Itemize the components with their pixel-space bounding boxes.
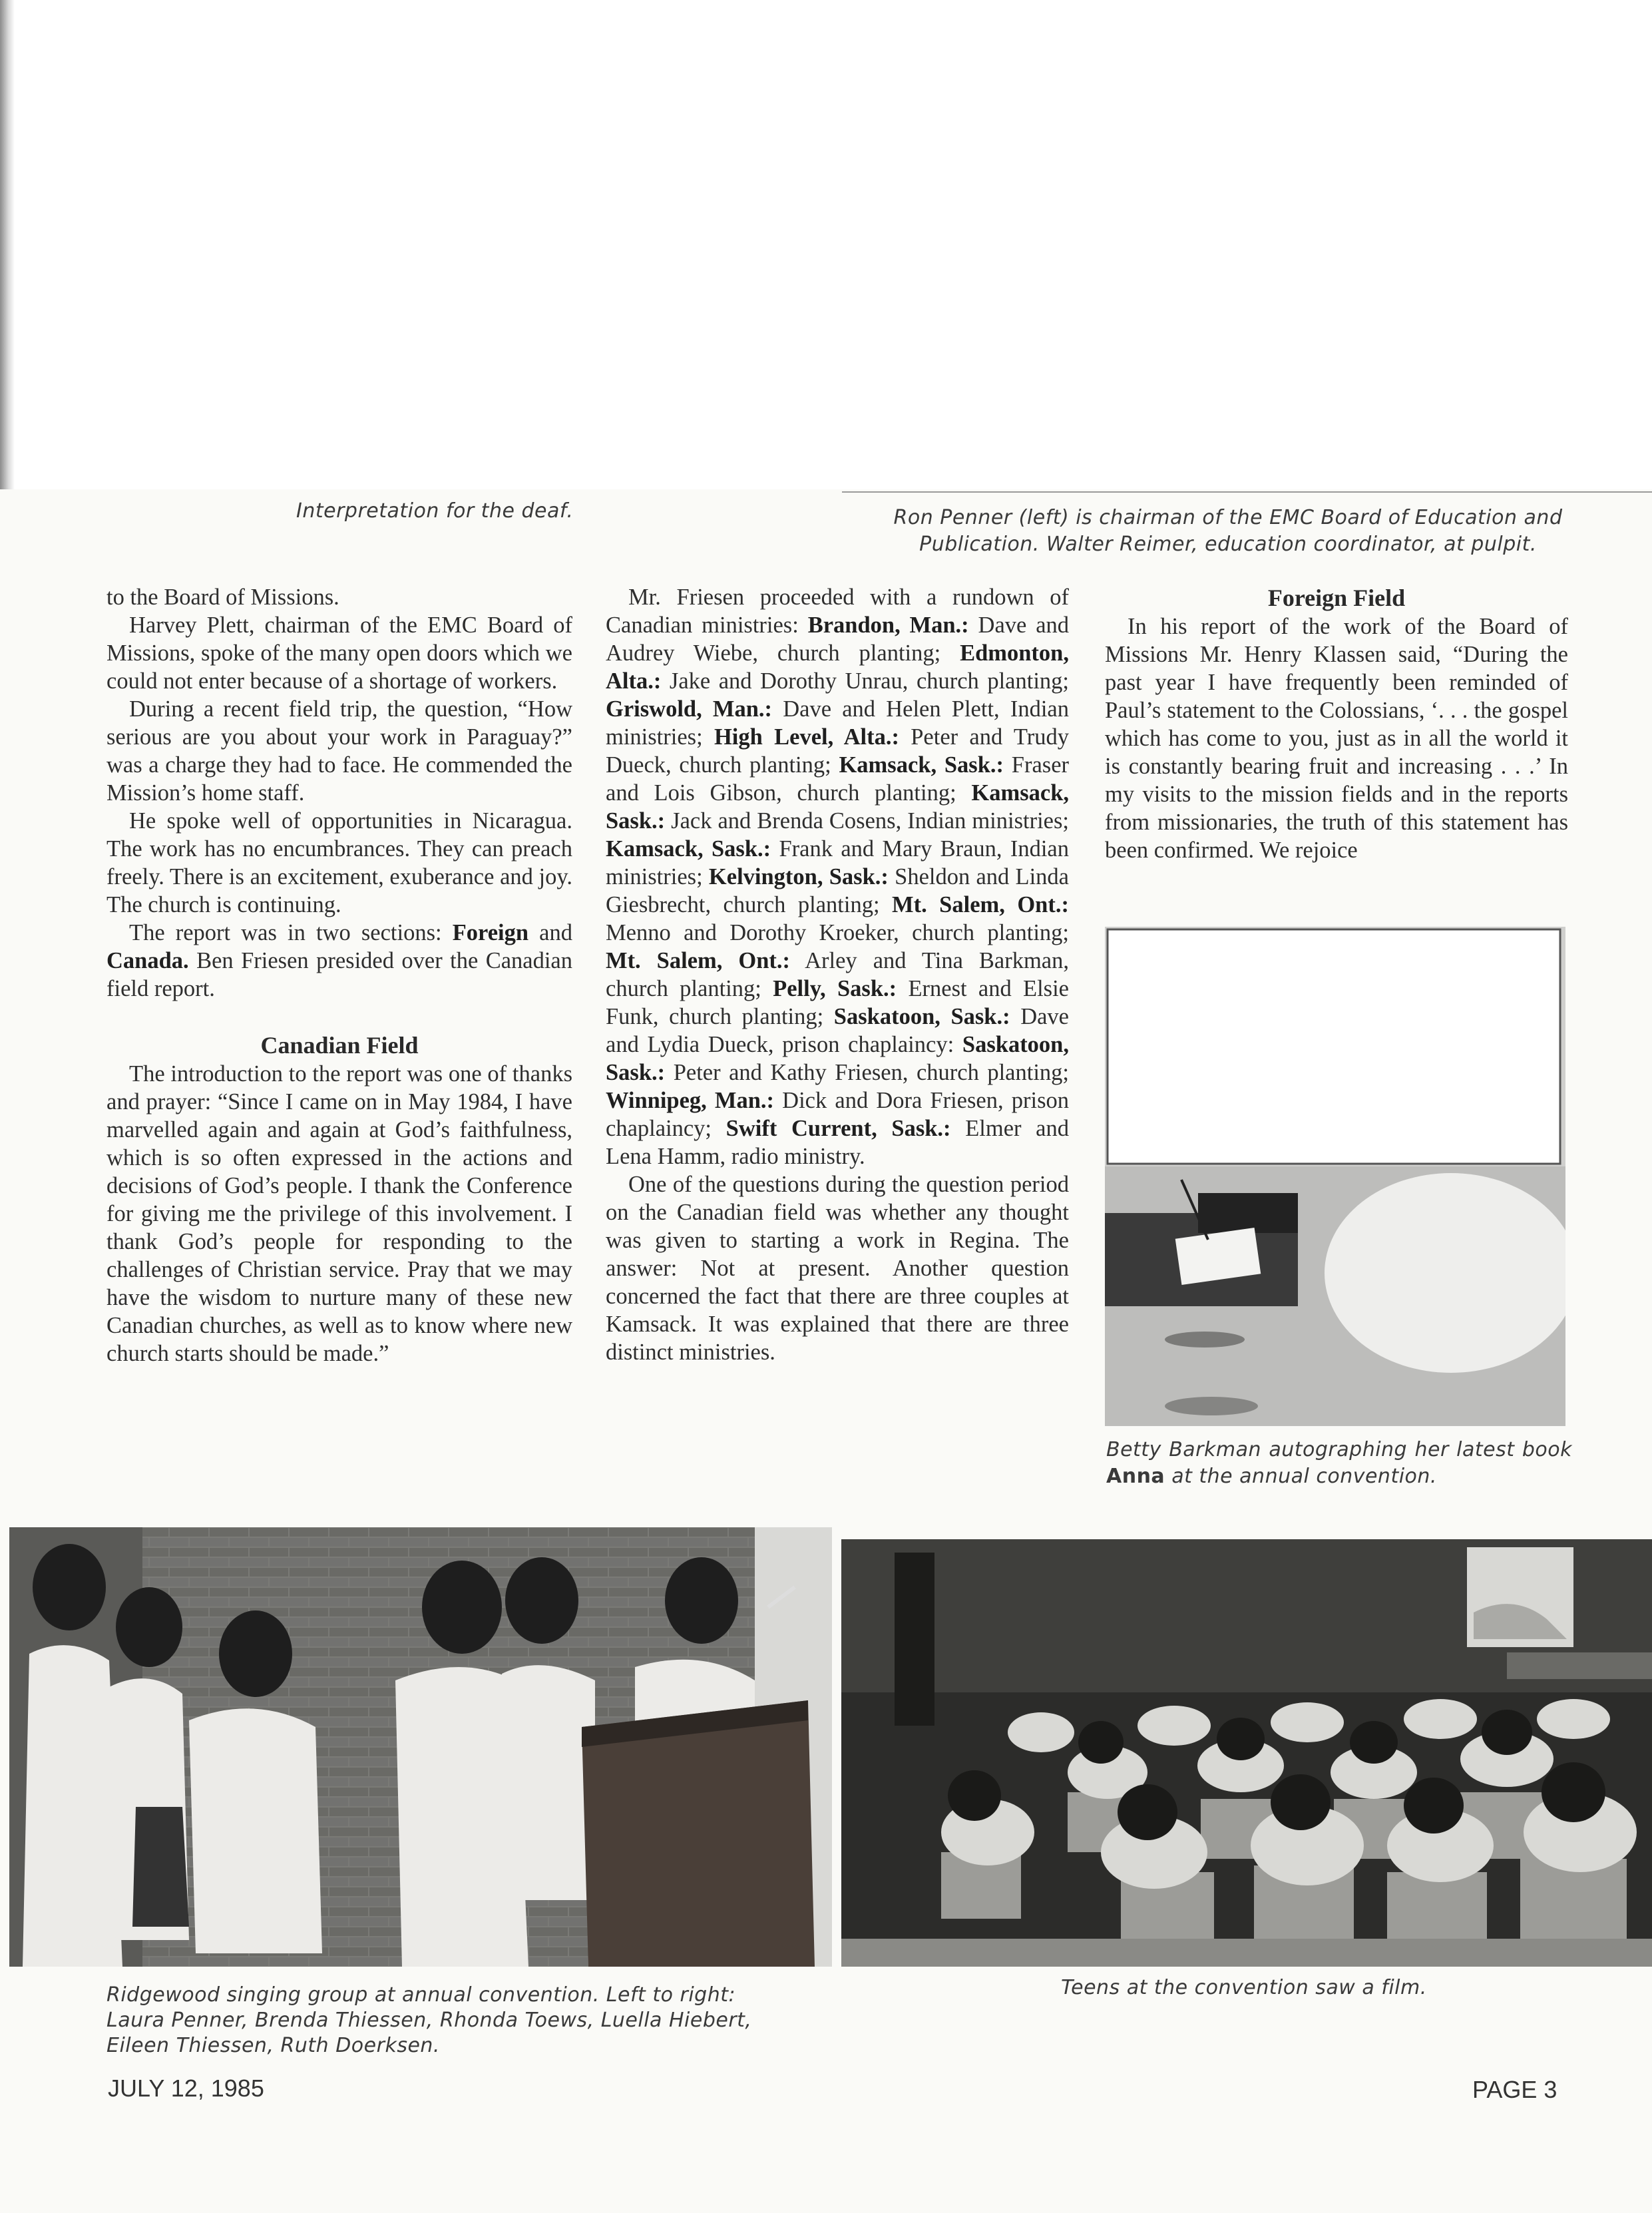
- heading-foreign-field: Foreign Field: [1267, 585, 1406, 611]
- ministry-details: Peter and Kathy Friesen, church planting;: [665, 1060, 1069, 1085]
- ministry-place: Kamsack, Sask.:: [606, 780, 1069, 834]
- bold-canada: Canada.: [106, 948, 189, 973]
- ministry-details: Dave and Audrey Wiebe, church planting;: [606, 613, 1070, 666]
- caption-rule: [842, 491, 1652, 493]
- ministry-place: Pelly, Sask.:: [773, 976, 897, 1001]
- caption-ridgewood-line2: Laura Penner, Brenda Thiessen, Rhonda Toews, Luella Hiebert,: [106, 2009, 752, 2032]
- text: Ben Friesen presided over the Canadian field report.: [106, 948, 572, 1001]
- ministry-details: Sheldon and Linda Giesbrecht, church planting;: [606, 864, 1069, 917]
- text: and: [528, 920, 572, 945]
- col1-paragraph: [106, 919, 572, 1003]
- col1-paragraph: to the Board of Missions.: [106, 585, 339, 610]
- ministry-details: Elmer and Lena Hamm, radio ministry.: [606, 1116, 1069, 1169]
- ministry-place: Winnipeg, Man.:: [606, 1088, 775, 1113]
- ministry-details: Arley and Tina Barkman, church planting;: [606, 948, 1069, 1001]
- book-title: Anna: [1106, 1465, 1165, 1488]
- caption-penner-line1: Ron Penner (left) is chairman of the EMC Board of Education and: [893, 506, 1563, 529]
- col2-paragraph: One of the questions during the question period on the Canadian field was whether any thought was given to starting a work in Regina. The answer: Not at present. Another question concerned the fact that there are three couples at Kamsack. It was explained that there are three distinct ministries.: [606, 1172, 1069, 1365]
- ministry-details: Peter and Trudy Dueck, church planting;: [606, 724, 1069, 778]
- blank-photo-area: [0, 0, 1652, 489]
- caption-ridgewood-line3: Eileen Thiessen, Ruth Doerksen.: [106, 2034, 440, 2057]
- photo-teens-svg: [841, 1539, 1652, 1967]
- footer-page-number: PAGE 3: [1472, 2076, 1557, 2103]
- column-1: [106, 583, 572, 1367]
- column-3: [1105, 583, 1568, 864]
- caption-barkman: [1106, 1437, 1572, 1490]
- column-2: [606, 583, 1069, 1366]
- caption-ridgewood-line1: Ridgewood singing group at annual convention. Left to right:: [106, 1983, 736, 2007]
- ministry-place: Griswold, Man.:: [606, 696, 773, 722]
- caption-penner: [872, 505, 1584, 558]
- ministry-details: Dave and Helen Plett, Indian ministries;: [606, 696, 1069, 750]
- col3-paragraph: In his report of the work of the Board of Missions Mr. Henry Klassen said, “During the past year I have frequently been reminded of Paul’s statement to the Colossians, ‘. . . the gospel which has come to you, just as in all the world it is constantly bearing fruit and increasing . . .’ In my visits to the mission fields and in the reports from missionaries, the truth of this statement has been confirmed. We rejoice: [1105, 614, 1568, 863]
- text: Mr. Friesen proceeded with a rundown of Canadian ministries:: [606, 585, 1069, 638]
- ministry-place: Mt. Salem, Ont.:: [606, 948, 791, 973]
- ministry-details: Frank and Mary Braun, Indian ministries;: [606, 836, 1069, 889]
- ministry-details: Jake and Dorothy Unrau, church planting;: [661, 668, 1069, 694]
- bold-foreign: Foreign: [452, 920, 529, 945]
- ministry-place: Swift Current, Sask.:: [725, 1116, 951, 1141]
- text: Betty Barkman autographing her latest book: [1106, 1438, 1572, 1461]
- ministry-place: Edmonton, Alta.:: [606, 640, 1069, 694]
- text: at the annual convention.: [1165, 1465, 1437, 1488]
- caption-penner-line2: Publication. Walter Reimer, education coordinator, at pulpit.: [919, 533, 1537, 556]
- ministry-place: Brandon, Man.:: [807, 613, 969, 638]
- ministry-details: Dick and Dora Friesen, prison chaplaincy;: [606, 1088, 1069, 1141]
- photo-barkman-svg: [1105, 927, 1565, 1426]
- ministry-place: Kelvington, Sask.:: [708, 864, 889, 889]
- ministry-place: Mt. Salem, Ont.:: [892, 892, 1069, 917]
- ministry-details: Jack and Brenda Cosens, Indian ministries;: [665, 808, 1069, 834]
- caption-teens: Teens at the convention saw a film.: [1061, 1976, 1427, 1999]
- photo-ridgewood-svg: [9, 1527, 832, 1967]
- ministry-details: Fraser and Lois Gibson, church planting;: [606, 752, 1070, 806]
- ministry-place: Saskatoon, Sask.:: [606, 1032, 1069, 1085]
- heading-canadian-field: Canadian Field: [260, 1032, 419, 1059]
- scan-edge: [0, 0, 15, 489]
- ministry-place: Kamsack, Sask.:: [839, 752, 1004, 778]
- ministries-paragraph: [606, 583, 1069, 1170]
- photo-ridgewood-singers: [9, 1527, 832, 1967]
- col1-paragraph: He spoke well of opportunities in Nicaragua. The work has no encumbrances. They can preach freely. There is an excitement, exuberance and joy. The church is continuing.: [106, 808, 572, 917]
- ministry-details: Ernest and Elsie Funk, church planting;: [606, 976, 1069, 1029]
- col1-paragraph: The introduction to the report was one of thanks and prayer: “Since I came on in May 1984, I have marvelled again and again at God’s faithfulness, which is so often expressed in the actions and decisions of God’s people. I thank the Conference for giving me the privilege of this involvement. I thank God’s people for responding to the challenges of Christian service. Pray that we may have the wisdom to nurture many of these new Canadian churches, as well as to know where new church starts should be made.”: [106, 1061, 572, 1366]
- ministry-place: High Level, Alta.:: [714, 724, 899, 750]
- footer-date: JULY 12, 1985: [108, 2075, 264, 2102]
- photo-teens-film: [841, 1539, 1652, 1967]
- text: The report was in two sections:: [129, 920, 453, 945]
- ministry-place: Saskatoon, Sask.:: [833, 1004, 1010, 1029]
- ministry-details: Dave and Lydia Dueck, prison chaplaincy:: [606, 1004, 1069, 1057]
- ministry-place: Kamsack, Sask.:: [606, 836, 771, 861]
- caption-deaf: Interpretation for the deaf.: [296, 499, 574, 523]
- col1-paragraph: Harvey Plett, chairman of the EMC Board of Missions, spoke of the many open doors which we could not enter because of a shortage of workers.: [106, 613, 572, 694]
- caption-ridgewood: [106, 1983, 825, 2059]
- photo-barkman: [1105, 927, 1565, 1426]
- ministry-details: Menno and Dorothy Kroeker, church planting;: [606, 920, 1069, 945]
- col1-paragraph: During a recent field trip, the question, “How serious are you about your work in Paraguay?” was a charge they had to face. He commended the Mission’s home staff.: [106, 696, 572, 806]
